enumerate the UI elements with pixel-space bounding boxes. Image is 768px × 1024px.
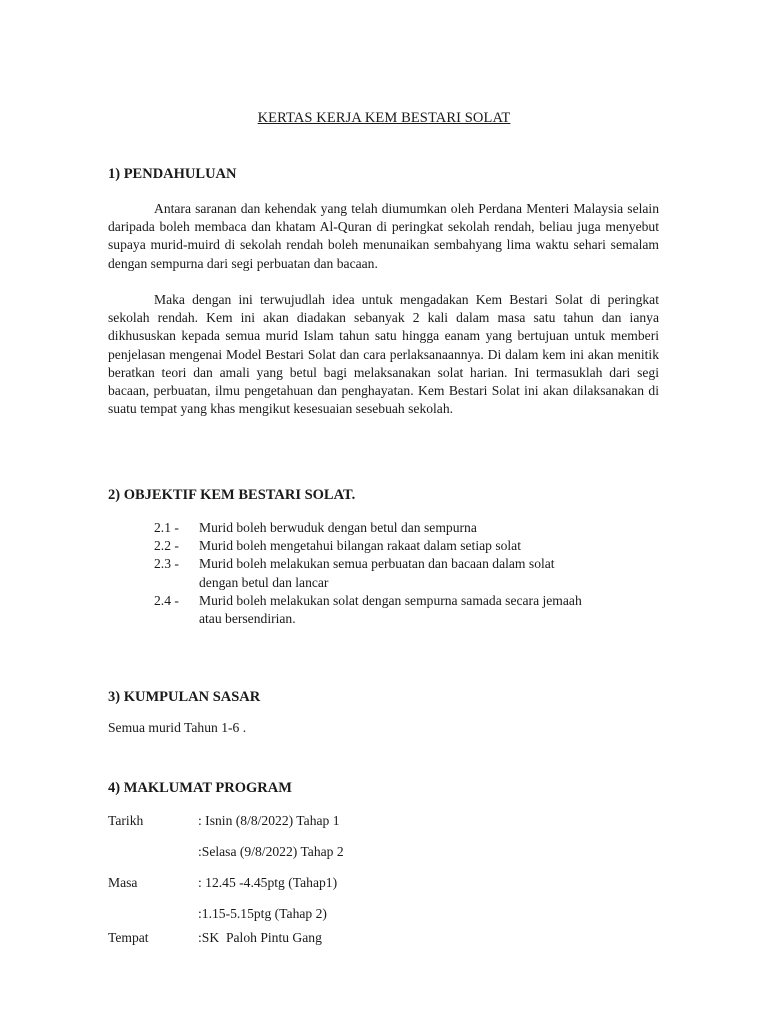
info-label-masa: Masa (108, 875, 138, 890)
list-item-number: 2.3 - (154, 556, 179, 572)
list-item-text: Murid boleh melakukan semua perbuatan dan bacaan dalam solat dengan betul dan lancar (199, 556, 555, 590)
info-value-tarikh-2: :Selasa (9/8/2022) Tahap 2 (198, 844, 344, 859)
list-item (154, 519, 584, 537)
paragraph-pendahuluan-2: Maka dengan ini terwujudlah idea untuk mengadakan Kem Bestari Solat di peringkat sekolah rendah. Kem ini akan diadakan sebanyak 2 kali dalam masa satu tahun dan ianya dikhususkan kepada semua murid Islam tahun satu hingga eanam yang bertujuan untuk memberi penjelasan mengenai Model Bestari Solat dan cara perlaksanaannya. Di dalam kem ini akan menitik beratkan teori dan amali yang betul bagi melaksanakan solat harian. Ini termasuklah dari segi bacaan, perbuatan, ilmu pengetahuan dan penghayatan. Kem Bestari Solat ini akan dilaksanakan di suatu tempat yang khas mengikut kesesuaian sesebuah sekolah. (108, 292, 659, 417)
section-heading-kumpulan-sasar: 3) KUMPULAN SASAR (108, 689, 261, 705)
list-item-text: Murid boleh melakukan solat dengan sempurna samada secara jemaah atau bersendirian. (199, 592, 582, 627)
target-group-text: Semua murid Tahun 1-6 . (108, 720, 247, 735)
paragraph-pendahuluan-1: Antara saranan dan kehendak yang telah diumumkan oleh Perdana Menteri Malaysia selain daripada boleh membaca dan khatam Al-Quran di peringkat sekolah rendah, beliau juga menyebut supaya murid-muird di sekolah rendah boleh menunaikan sembahyang lima waktu sehari semalam dengan sempurna dari segi perbuatan dan bacaan. (108, 201, 659, 271)
list-item (154, 592, 584, 628)
list-item-number: 2.4 - (154, 592, 179, 608)
section-heading-objektif: 2) OBJEKTIF KEM BESTARI SOLAT. (108, 487, 356, 503)
document-title: KERTAS KERJA KEM BESTARI SOLAT (257, 110, 511, 126)
list-item (154, 537, 584, 555)
info-value-tarikh-1: : Isnin (8/8/2022) Tahap 1 (198, 813, 340, 828)
section-heading-pendahuluan: 1) PENDAHULUAN (108, 166, 237, 182)
info-value-masa-1: : 12.45 -4.45ptg (Tahap1) (198, 875, 338, 890)
info-label-tempat: Tempat (108, 930, 149, 945)
list-item (154, 555, 584, 591)
list-item-number: 2.1 - (154, 520, 179, 535)
objective-list (154, 519, 584, 628)
info-label-tarikh: Tarikh (108, 813, 144, 828)
list-item-number: 2.2 - (154, 538, 179, 554)
list-item-text: Murid boleh mengetahui bilangan rakaat dalam setiap solat (199, 538, 521, 554)
info-value-tempat: :SK Paloh Pintu Gang (198, 930, 322, 945)
info-value-masa-2: :1.15-5.15ptg (Tahap 2) (198, 906, 327, 921)
list-item-text: Murid boleh berwuduk dengan betul dan sempurna (199, 520, 477, 535)
section-heading-maklumat-program: 4) MAKLUMAT PROGRAM (108, 780, 292, 796)
